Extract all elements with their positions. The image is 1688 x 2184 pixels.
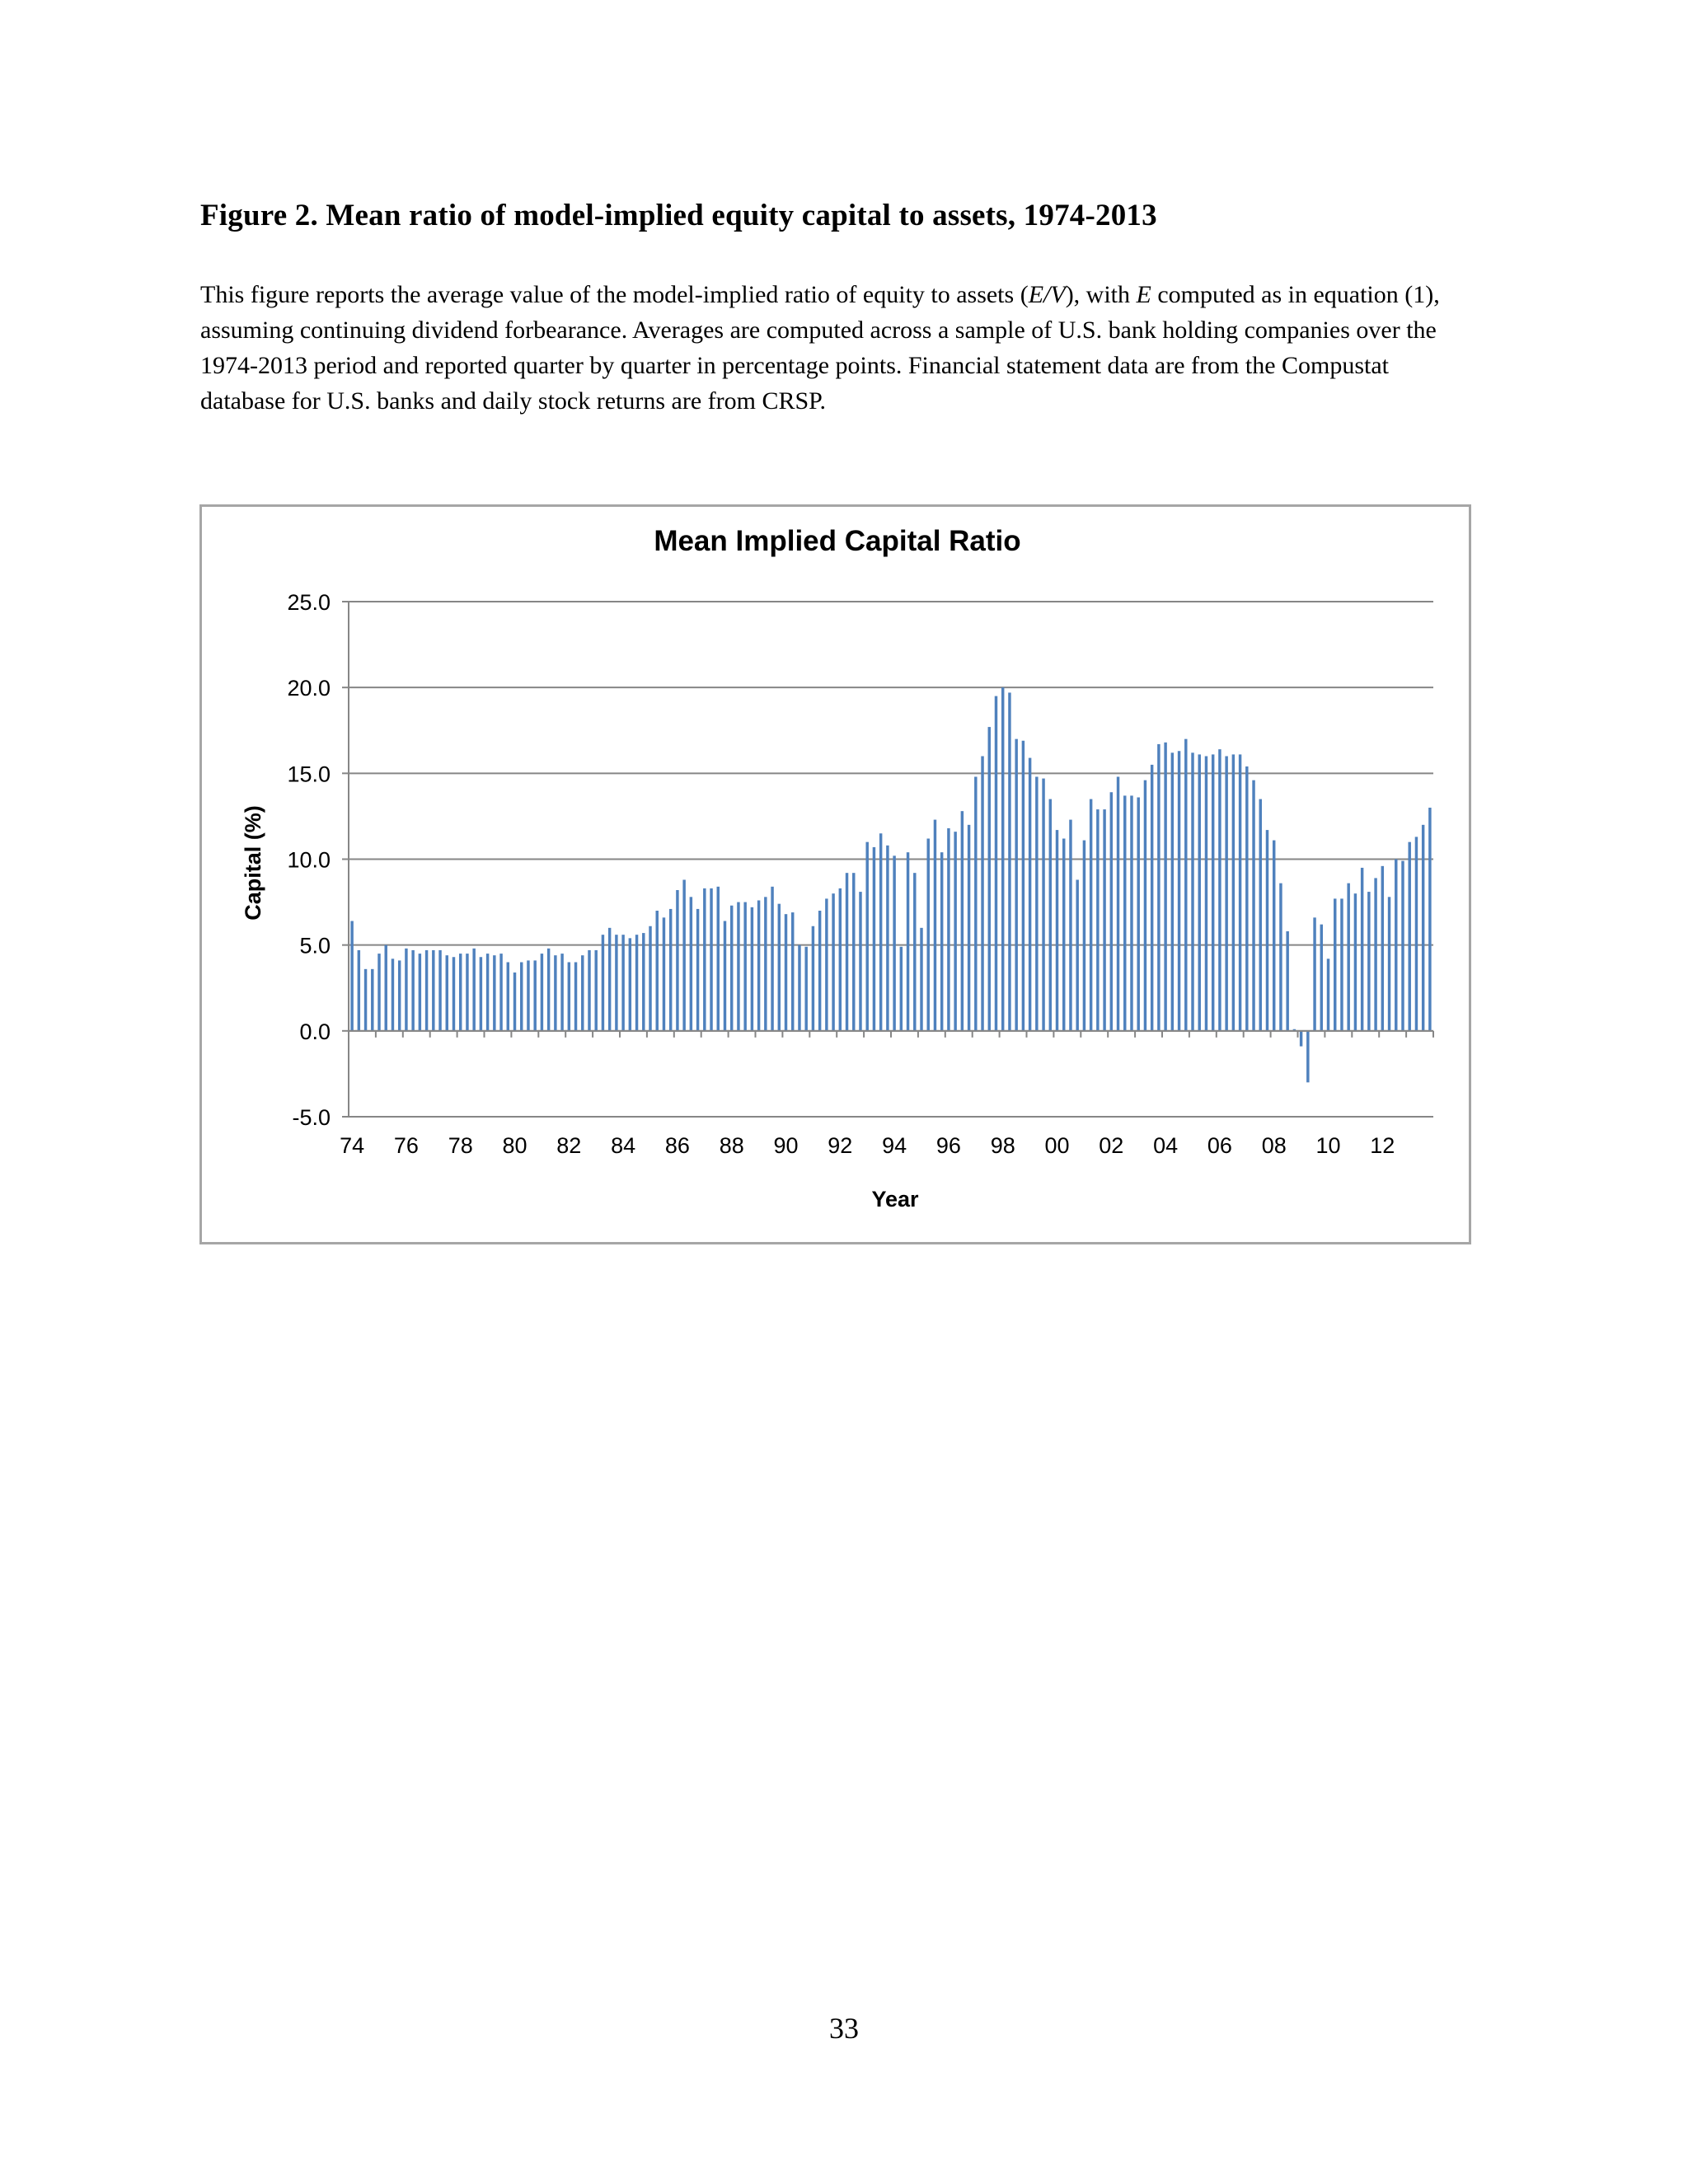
y-tick-label: 10.0 [287, 847, 331, 873]
bar [1245, 766, 1248, 1031]
bar [771, 887, 773, 1031]
bar [1205, 757, 1207, 1031]
bar [635, 935, 638, 1031]
bar [920, 928, 922, 1031]
bar [1266, 830, 1268, 1031]
bar [974, 777, 977, 1031]
bar [1171, 752, 1174, 1031]
bar [574, 963, 577, 1031]
x-tick-label: 96 [935, 1133, 961, 1158]
bar [703, 888, 706, 1031]
bar [568, 963, 570, 1031]
y-axis-title: Capital (%) [241, 805, 265, 921]
chart-frame [199, 504, 1471, 1244]
bar [1422, 825, 1424, 1031]
bar [1232, 754, 1235, 1030]
bar [1117, 777, 1119, 1031]
x-tick-label: 78 [448, 1133, 473, 1158]
bar [1415, 837, 1418, 1030]
bar [533, 960, 536, 1030]
bar [472, 949, 475, 1031]
bar-series [350, 687, 1431, 1082]
bar [364, 969, 367, 1031]
x-tick-label: 98 [990, 1133, 1015, 1158]
bar [377, 954, 380, 1031]
bar [480, 957, 482, 1031]
capital-ratio-chart [202, 507, 1469, 1242]
bar [411, 950, 414, 1031]
bar [588, 950, 590, 1031]
bar [581, 955, 584, 1031]
bar [724, 921, 726, 1031]
bar [1401, 861, 1404, 1031]
bar [656, 911, 659, 1031]
bar [1137, 798, 1139, 1031]
caption-part-2: ), with [1065, 281, 1137, 308]
bar [560, 954, 563, 1031]
bar [1212, 754, 1214, 1030]
bar [1184, 739, 1187, 1031]
bar [1035, 777, 1038, 1031]
bar [907, 852, 909, 1031]
x-tick-label: 80 [502, 1133, 528, 1158]
x-tick-label: 06 [1207, 1133, 1232, 1158]
bar [1042, 779, 1044, 1031]
y-tick-label: 15.0 [287, 762, 331, 787]
bar [1123, 795, 1126, 1030]
bar [1069, 820, 1071, 1031]
bar [1347, 883, 1349, 1031]
bar [452, 957, 455, 1031]
bar [1198, 754, 1201, 1030]
bar [371, 969, 373, 1031]
bar [507, 963, 509, 1031]
bar [1225, 757, 1227, 1031]
bar [968, 825, 970, 1031]
x-tick-label: 92 [828, 1133, 853, 1158]
x-tick-label: 02 [1099, 1133, 1124, 1158]
bar [1062, 839, 1065, 1031]
bar [358, 950, 360, 1031]
bar [818, 911, 821, 1031]
bar [1340, 898, 1343, 1030]
caption-part-1: This figure reports the average value of the model-implied ratio of equity to assets ( [200, 281, 1029, 308]
bar [1022, 741, 1025, 1031]
bar [852, 873, 855, 1031]
bar [1049, 799, 1052, 1031]
bar [1029, 758, 1031, 1031]
bar [1374, 878, 1376, 1030]
bar [1191, 752, 1193, 1031]
bar [947, 828, 950, 1031]
x-tick-label: 94 [882, 1133, 907, 1158]
bar [594, 950, 597, 1031]
bar [696, 909, 699, 1031]
bar [812, 926, 814, 1031]
bar [988, 727, 991, 1031]
bar [743, 902, 746, 1031]
bar [398, 960, 401, 1030]
bar [1428, 808, 1431, 1031]
bar [778, 904, 781, 1031]
bar [446, 955, 448, 1031]
bar [913, 873, 916, 1031]
bar [1130, 795, 1132, 1030]
bar [846, 873, 848, 1031]
bar [1367, 892, 1370, 1031]
x-tick-label: 74 [340, 1133, 365, 1158]
bar [385, 945, 387, 1031]
caption-e: E [1136, 281, 1151, 308]
caption-part-3: computed as in equation (1), assuming continuing dividend forbearance. Averages are computed across a sample of U.S. bank holding companies over the 1974-2013 period and reported quarter by quarter in percentage points. Financial statement data are from the Compustat database for U.S. banks and daily stock returns are from CRSP. [200, 281, 1440, 415]
bar [527, 960, 529, 1030]
bar [1239, 754, 1241, 1030]
bar [513, 972, 516, 1031]
bar [1056, 830, 1058, 1031]
bar [981, 757, 983, 1031]
bar [608, 928, 611, 1031]
bar [730, 906, 733, 1031]
bar [873, 847, 875, 1031]
y-tick-label: 20.0 [287, 676, 331, 701]
bar [1110, 792, 1113, 1031]
bar [499, 954, 502, 1031]
bar [1151, 765, 1153, 1031]
bar [676, 890, 678, 1031]
bar [879, 833, 882, 1031]
bar [934, 820, 936, 1031]
y-tick-label: 25.0 [287, 590, 331, 615]
bar [1164, 743, 1166, 1031]
bar [629, 938, 631, 1031]
bar [961, 811, 964, 1031]
bar [1381, 866, 1384, 1031]
bar [425, 950, 428, 1031]
bar [804, 947, 807, 1031]
bar [927, 839, 930, 1031]
x-tick-label: 82 [556, 1133, 582, 1158]
grid-lines [349, 602, 1433, 1117]
bar [900, 947, 903, 1031]
bar [1395, 860, 1397, 1031]
bar [663, 917, 665, 1031]
x-tick-label: 04 [1153, 1133, 1179, 1158]
bar [1354, 893, 1357, 1031]
x-tick-label: 84 [611, 1133, 636, 1158]
bar [466, 954, 468, 1031]
chart-title: Mean Implied Capital Ratio [654, 525, 1021, 557]
y-tick-label: 0.0 [299, 1019, 331, 1044]
figure-title: Figure 2. Mean ratio of model-implied equity capital to assets, 1974-2013 [200, 199, 1157, 232]
bar [1313, 917, 1315, 1031]
bar [1178, 751, 1180, 1031]
bar [486, 954, 489, 1031]
bar [737, 902, 739, 1031]
bar [859, 892, 861, 1031]
bar [1273, 841, 1275, 1031]
bar [1286, 931, 1288, 1031]
caption-ev: E/V [1028, 281, 1066, 308]
bar [621, 935, 624, 1031]
bar [459, 954, 462, 1031]
bar [554, 955, 556, 1031]
x-tick-label: 90 [773, 1133, 799, 1158]
bar [1090, 799, 1092, 1031]
bar [541, 954, 543, 1031]
bar [642, 933, 645, 1031]
bar [825, 898, 828, 1030]
bar [940, 852, 943, 1031]
bar [1259, 799, 1262, 1031]
bar [1096, 809, 1099, 1031]
bar [520, 963, 523, 1031]
bar [1076, 880, 1078, 1031]
bar [602, 935, 604, 1031]
bar [493, 955, 495, 1031]
bar [1015, 739, 1017, 1031]
bar [419, 954, 421, 1031]
bar [1279, 883, 1282, 1031]
bar [1306, 1031, 1309, 1083]
bar [1300, 1031, 1302, 1047]
bar [1408, 842, 1410, 1031]
bar [350, 921, 353, 1031]
x-tick-label: 76 [393, 1133, 419, 1158]
bar [690, 897, 692, 1031]
x-tick-label: 08 [1261, 1133, 1287, 1158]
bar [886, 846, 889, 1031]
bar [649, 926, 651, 1031]
bar [764, 897, 767, 1031]
x-tick-label: 88 [719, 1133, 744, 1158]
bar [547, 949, 550, 1031]
bar [1388, 897, 1390, 1031]
bar [791, 912, 794, 1031]
bar [669, 909, 672, 1031]
bar [1008, 692, 1010, 1030]
bar [1327, 958, 1329, 1031]
bar [893, 855, 895, 1031]
bar [995, 696, 997, 1031]
bar [1083, 841, 1085, 1031]
bar [839, 888, 842, 1031]
bar [832, 893, 834, 1031]
bar [1001, 687, 1004, 1031]
y-tick-label: -5.0 [292, 1105, 331, 1130]
bar [785, 914, 787, 1031]
x-tick-label: 86 [664, 1133, 690, 1158]
bar [710, 888, 712, 1031]
bar [798, 945, 800, 1031]
x-tick-label: 00 [1044, 1133, 1070, 1158]
bar [751, 907, 753, 1031]
bar [438, 950, 441, 1031]
bar [1361, 868, 1363, 1031]
x-axis-title: Year [871, 1187, 919, 1212]
figure-caption [200, 277, 1453, 419]
bar [432, 950, 434, 1031]
bar [392, 958, 394, 1031]
bar [682, 880, 685, 1031]
bar [757, 901, 760, 1031]
bar [1252, 780, 1254, 1031]
page-number: 33 [829, 2012, 859, 2045]
bar [717, 887, 720, 1031]
bar [865, 842, 868, 1031]
bar [405, 949, 407, 1031]
x-tick-label: 12 [1370, 1133, 1395, 1158]
bar [1320, 925, 1323, 1031]
bar [1157, 744, 1160, 1031]
x-tick-label: 10 [1315, 1133, 1341, 1158]
bar [1334, 898, 1336, 1030]
bar [615, 935, 617, 1031]
bar [954, 832, 956, 1031]
bar [1144, 780, 1146, 1031]
y-tick-label: 5.0 [299, 933, 331, 958]
bar [1103, 809, 1105, 1031]
bar [1218, 749, 1221, 1031]
axis-labels [287, 590, 1395, 1158]
